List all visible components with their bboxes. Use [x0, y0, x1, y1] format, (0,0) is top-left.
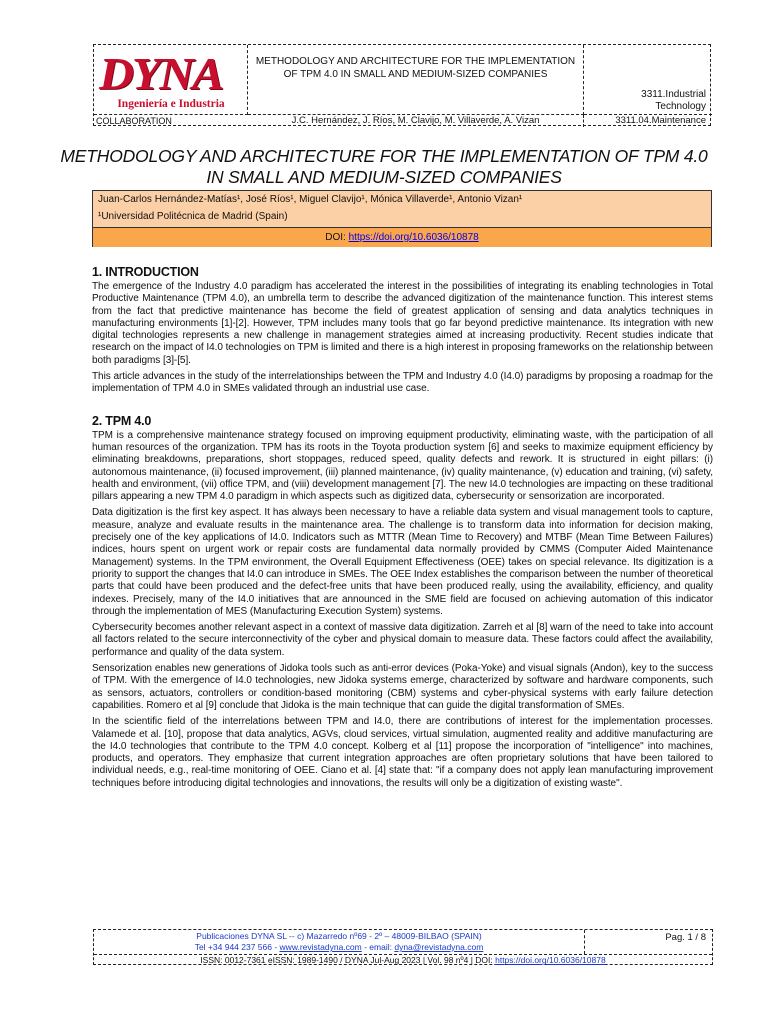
logo-wordmark: DYNA: [99, 48, 223, 99]
code-line-2: Technology: [655, 101, 706, 112]
page-footer: [93, 929, 713, 965]
paper-title: METHODOLOGY AND ARCHITECTURE FOR THE IMPLEMENTATION OF TPM 4.0 IN SMALL AND MEDIUM-SIZED COMPANIES: [60, 146, 708, 187]
doi-label: DOI:: [325, 232, 349, 243]
paragraph: Data digitization is the first key aspect. It has always been necessary to have a reliable data system and visual management tools to capture, measure, analyze and evaluate results in the maintenance area. The challenge is to transform data into information for decision making, precisely one of the key applications of I4.0. Indicators such as MTTR (Mean Time to Recovery) and MTBF (Mean Time Between Failures) indices, hours spent on urgent work or repair costs are fundamental data normally provided by CMMS (Computer Aided Maintenance Management) systems. In the TPM environment, the Overall Equipment Effectiveness (OEE) takes on special relevance. Its digitization is a priority to support the changes that I4.0 can introduce in SMEs. The OEE Index establishes the comparison between the number of theoretical parts that could have been produced and the defect-free units that have been produced really, using the availability, efficiency, and quality indexes. Precisely, many of the I4.0 initiatives that are announced in the SME field are focused on achieving automation of this indicator through the implementation of MES (Manufacturing Execution System) systems.: [92, 507, 714, 617]
page-number: Pag. 1 / 8: [665, 932, 706, 943]
paragraph: Sensorization enables new generations of Jidoka tools such as anti-error devices (Poka-Yoke) and visual signals (Andon), key to the success of TPM. With the emergence of I4.0 technologies, new Jidoka systems emerge, characterized by software and hardware components, such as sensors, actuators, controllers or condition-based monitoring (CBM) systems and cyber-physical systems with early failure detection capabilities. Romero et al [9] conclude that Jidoka is the main technique that can guide the digital transformation of SMEs.: [92, 663, 713, 711]
running-title: METHODOLOGY AND ARCHITECTURE FOR THE IMPLEMENTATION OF TPM 4.0 IN SMALL AND MEDIUM-SIZED COMPANIES: [248, 45, 584, 115]
section-heading: 2. TPM 4.0: [92, 413, 152, 428]
unesco-subcode: 3311.04.Maintenance: [615, 115, 706, 126]
contact-line: [195, 942, 484, 952]
paragraph: The emergence of the Industry 4.0 paradigm has accelerated the interest in the possibilities of integrating its enabling technologies in Total Productive Maintenance (TPM 4.0), an umbrella term to describe the advanced digitization of the maintenance function. This interest stems from the fact that predictive maintenance has become the field of greatest application of sensing and data analytics techniques in manufacturing environments [1]-[2]. However, TPM includes many tools that go far beyond predictive maintenance. Its integration with new digital technologies represents a new challenge in management strategies aimed at increasing productivity. Recent studies indicate that research on the impact of I4.0 technologies on TPM is limited and there is a high interest in proposing frameworks on the relationship between both paradigms [3]-[5].: [92, 281, 713, 366]
footer-doi-link[interactable]: https://doi.org/10.6036/10878: [495, 955, 606, 965]
doi-row: [93, 227, 711, 247]
contact-separator: -: [271, 942, 280, 952]
contact-tel: Tel +34 944 237 566: [194, 942, 272, 952]
author-box: [92, 190, 712, 247]
paragraph: This article advances in the study of the interrelationships between the TPM and Industry 4.0 (I4.0) paradigms by proposing a roadmap for the implementation of TPM 4.0 in SMEs validated through an industrial use case.: [92, 371, 713, 395]
section-label: COLLABORATION: [96, 116, 172, 126]
logo-subtitle: Ingeniería e Industria: [117, 98, 225, 110]
issn-text: ISSN: 0012-7361 eISSN: 1989-1490 / DYNA Jul-Aug 2023 | Vol. 98 nº4 | DOI:: [200, 955, 496, 965]
unesco-code: [584, 45, 712, 115]
journal-logo: [94, 45, 248, 115]
article-body: [92, 265, 713, 794]
section-heading: 1. INTRODUCTION: [92, 265, 199, 279]
publisher-info: [94, 930, 585, 954]
website-link[interactable]: www.revistadyna.com: [279, 942, 362, 952]
contact-separator: - email:: [361, 942, 395, 952]
code-line-1: 3311.Industrial: [641, 89, 706, 100]
running-authors: J.C. Hernández, J. Ríos, M. Clavijo, M. Villaverde, A. Vizan: [248, 115, 584, 127]
paragraph: TPM is a comprehensive maintenance strategy focused on improving equipment productivity, eliminating waste, with the participation of all human resources of the organization. TPM has its roots in the Toyota production system [6] and seeks to maximize equipment efficiency by eliminating breakdowns, preparations, short stoppages, reduced speed, quality defects and rework. It is structured in eight pillars: (i) autonomous maintenance, (ii) focused improvement, (iii) planned maintenance, (iv) quality maintenance, (v) education and training, (vi) safety, health and environment, (vii) office TPM, and (viii) development management [7]. The new I4.0 technologies are impacting on these traditional pillars appearing a new TPM 4.0 paradigm in which aspects such as digitized data, cybersecurity or sensorization are incorporated.: [92, 429, 713, 503]
affiliation: ¹Universidad Politécnica de Madrid (Spain): [98, 211, 288, 222]
paragraph: Cybersecurity becomes another relevant aspect in a context of massive data digitization. Zarreh et al [8] warn of the need to take into account all factors related to the secure interconnectivity of the cyber and physical domain to measure data. These factors could affect the availability, performance and quality of the data system.: [92, 622, 713, 658]
email-link[interactable]: dyna@revistadyna.com: [394, 942, 484, 952]
doi-link[interactable]: https://doi.org/10.6036/10878: [348, 232, 479, 243]
paragraph: In the scientific field of the interrelations between TPM and I4.0, there are contributions of interest for the implementation processes. Valamede et al. [10], propose that data analytics, AGVs, cloud services, virtual simulation, augmented reality and additive manufacturing are the I4.0 technologies that contribute to the TPM 4.0 concept. Kolberg et al [11] propose the incorporation of "intelligence" into machines, products, and operators. They emphasize that current integration approaches are often proprietary solutions that have been tailored to individual needs, e.g., real-time monitoring of OEE. Ciano et al. [4] state that: "if a company does not apply lean manufacturing improvement techniques before introducing digital technologies and innovations, the results will only be a digitization of existing waste".: [92, 716, 713, 789]
publisher-address: Publicaciones DYNA SL -- c) Mazarredo nº69 - 2º – 48009-BILBAO (SPAIN): [196, 931, 482, 941]
author-list: Juan-Carlos Hernández-Matías¹, José Ríos¹, Miguel Clavijo¹, Mónica Villaverde¹, Antonio Vizan¹: [98, 194, 523, 205]
page-header: [93, 44, 711, 126]
issn-line: [94, 954, 712, 965]
